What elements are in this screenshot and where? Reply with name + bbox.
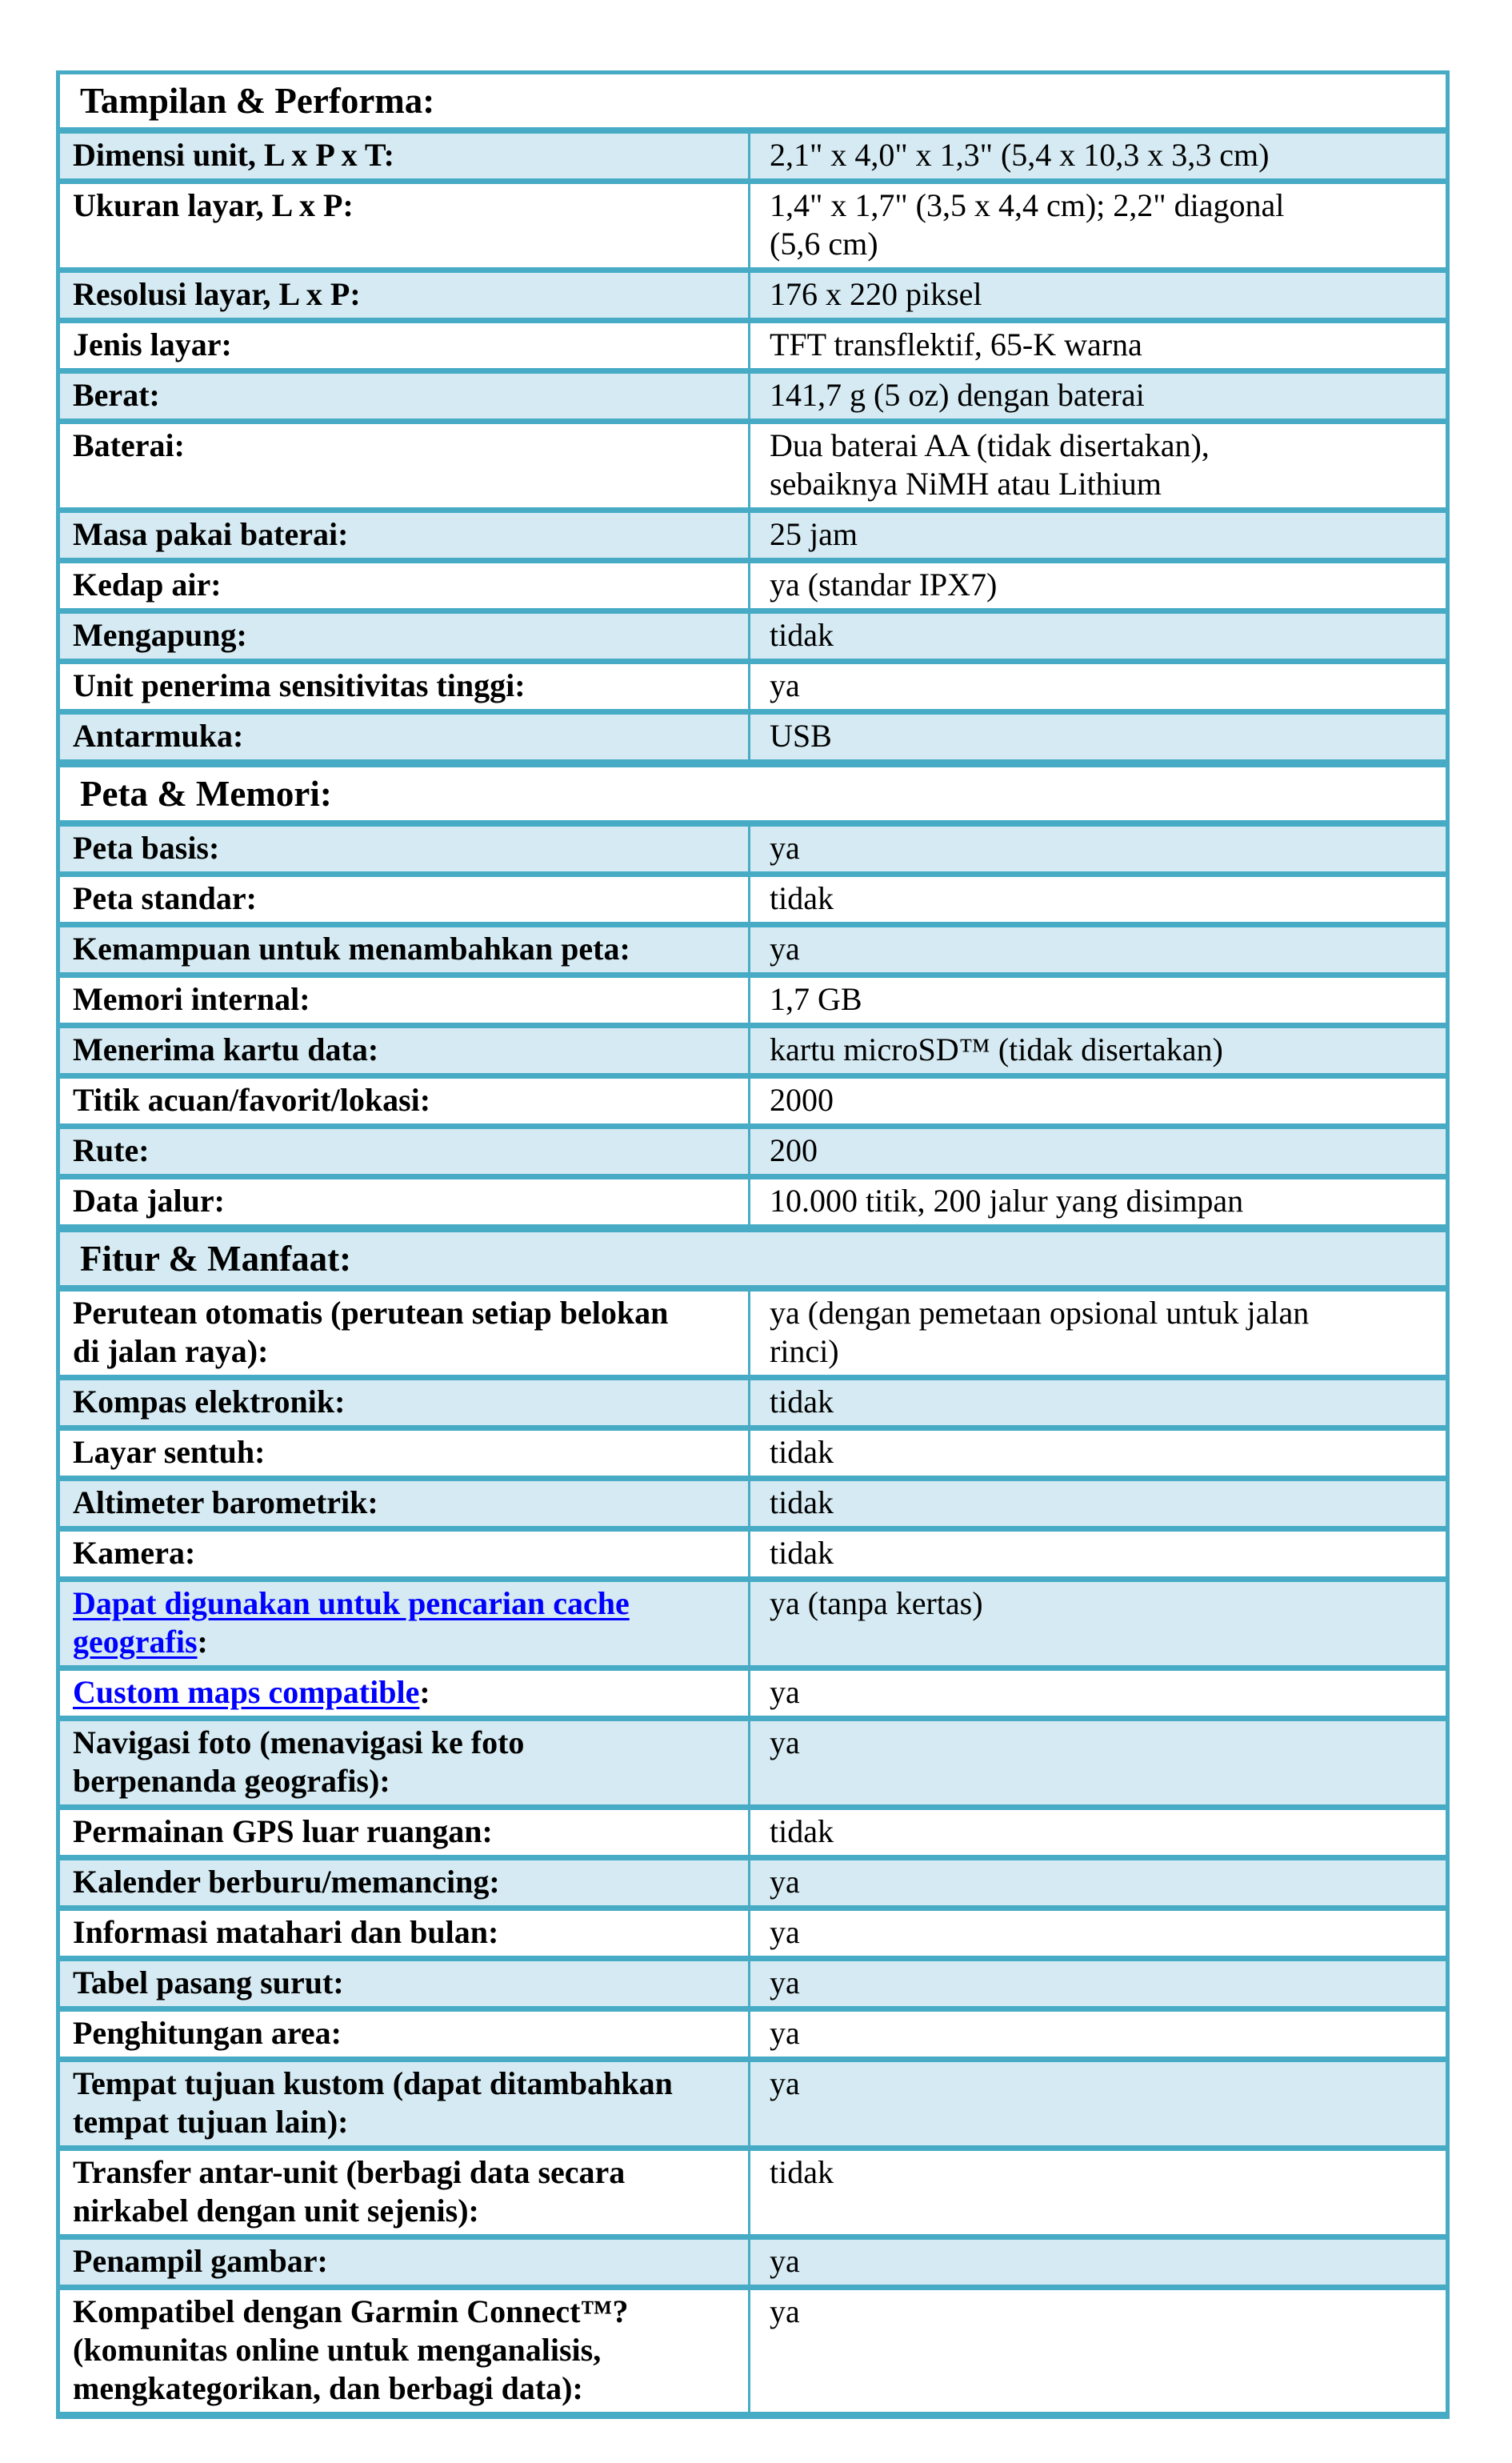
section-header: Tampilan & Performa:: [80, 81, 435, 121]
spec-label: Antarmuka:: [60, 715, 750, 759]
spec-label: Perutean otomatis (perutean setiap belokan di jalan raya):: [60, 1292, 750, 1375]
spec-label: Layar sentuh:: [60, 1431, 750, 1476]
spec-label: Masa pakai baterai:: [60, 513, 750, 558]
spec-label: Rute:: [60, 1129, 750, 1174]
table-row: [60, 1380, 1446, 1431]
spec-value: 1,4" x 1,7" (3,5 x 4,4 cm); 2,2" diagonal (5,6 cm): [770, 187, 1285, 262]
section-header: Peta & Memori:: [80, 774, 332, 814]
table-row: [60, 877, 1446, 927]
spec-label: Kalender berburu/memancing:: [60, 1860, 750, 1905]
spec-value: 176 x 220 piksel: [770, 276, 982, 312]
spec-label: Menerima kartu data:: [60, 1028, 750, 1073]
table-row: [60, 2062, 1446, 2151]
spec-value: tidak: [770, 1535, 834, 1571]
spec-link[interactable]: Custom maps compatible: [73, 1674, 420, 1710]
spec-label: Mengapung:: [60, 614, 750, 659]
table-row: [60, 1532, 1446, 1582]
spec-value: 10.000 titik, 200 jalur yang disimpan: [770, 1183, 1244, 1219]
spec-value: ya: [770, 1964, 800, 2000]
spec-table: [56, 70, 1450, 2419]
section-header-row: [60, 765, 1446, 827]
spec-value: tidak: [770, 1813, 834, 1849]
spec-value: ya: [770, 1864, 800, 1900]
table-row: [60, 134, 1446, 184]
spec-label: Penampil gambar:: [60, 2240, 750, 2285]
table-row: [60, 2012, 1446, 2062]
spec-value: tidak: [770, 1434, 834, 1470]
table-row: [60, 1810, 1446, 1860]
spec-label: Berat:: [60, 374, 750, 419]
spec-value: tidak: [770, 880, 834, 916]
spec-value: USB: [770, 718, 832, 754]
spec-value: ya: [770, 830, 800, 866]
table-row: [60, 323, 1446, 374]
spec-label: Tabel pasang surut:: [60, 1961, 750, 2006]
spec-label: Peta standar:: [60, 877, 750, 922]
table-row: [60, 927, 1446, 978]
table-row: [60, 1860, 1446, 1911]
spec-value: ya: [770, 931, 800, 967]
spec-label: Titik acuan/favorit/lokasi:: [60, 1079, 750, 1123]
spec-value: 200: [770, 1132, 818, 1168]
spec-value: 2,1" x 4,0" x 1,3" (5,4 x 10,3 x 3,3 cm): [770, 137, 1270, 173]
table-row: [60, 664, 1446, 715]
spec-value: ya: [770, 2293, 800, 2329]
spec-label: Transfer antar-unit (berbagi data secara nirkabel dengan unit sejenis):: [60, 2151, 750, 2234]
table-row: [60, 184, 1446, 273]
table-row: [60, 1079, 1446, 1129]
spec-label: Altimeter barometrik:: [60, 1481, 750, 1526]
table-row: [60, 1582, 1446, 1671]
table-row: [60, 563, 1446, 614]
table-row: [60, 273, 1446, 323]
table-row: [60, 1431, 1446, 1481]
spec-label: Baterai:: [60, 424, 750, 507]
spec-label: Tempat tujuan kustom (dapat ditambahkan tempat tujuan lain):: [60, 2062, 750, 2145]
table-row: [60, 1961, 1446, 2012]
spec-value: 2000: [770, 1082, 834, 1118]
table-row: [60, 424, 1446, 513]
spec-label: Resolusi layar, L x P:: [60, 273, 750, 318]
section-header-row: [60, 74, 1446, 134]
spec-label: Informasi matahari dan bulan:: [60, 1911, 750, 1956]
spec-value: ya: [770, 2243, 800, 2279]
table-row: [60, 1292, 1446, 1380]
spec-link[interactable]: Dapat digunakan untuk pencarian cache geografis: [73, 1585, 630, 1660]
table-row: [60, 1721, 1446, 1810]
spec-value: ya (dengan pemetaan opsional untuk jalan rinci): [770, 1295, 1310, 1369]
spec-label: [60, 1582, 750, 1665]
table-row: [60, 1481, 1446, 1532]
spec-value: ya (standar IPX7): [770, 567, 998, 603]
spec-value: ya: [770, 1914, 800, 1950]
spec-label: Dimensi unit, L x P x T:: [60, 134, 750, 178]
table-row: [60, 2151, 1446, 2240]
spec-label: Kompas elektronik:: [60, 1380, 750, 1425]
spec-value: kartu microSD™ (tidak disertakan): [770, 1031, 1223, 1067]
spec-label: Permainan GPS luar ruangan:: [60, 1810, 750, 1855]
spec-value: tidak: [770, 617, 834, 653]
spec-label: Peta basis:: [60, 827, 750, 871]
spec-value: ya: [770, 2015, 800, 2051]
spec-label: Kedap air:: [60, 563, 750, 608]
table-row: [60, 978, 1446, 1028]
table-row: [60, 374, 1446, 424]
table-row: [60, 614, 1446, 664]
table-row: [60, 2240, 1446, 2290]
spec-value: ya: [770, 667, 800, 703]
spec-label: [60, 1671, 750, 1716]
table-row: [60, 1911, 1446, 1961]
table-row: [60, 2290, 1446, 2412]
section-header-row: [60, 1230, 1446, 1292]
table-row: [60, 513, 1446, 563]
spec-value: ya: [770, 1674, 800, 1710]
spec-value: tidak: [770, 1484, 834, 1520]
spec-label: Kemampuan untuk menambahkan peta:: [60, 927, 750, 972]
spec-value: tidak: [770, 2154, 834, 2190]
table-row: [60, 1129, 1446, 1179]
spec-value: ya: [770, 1724, 800, 1760]
spec-value: tidak: [770, 1384, 834, 1420]
section-header: Fitur & Manfaat:: [80, 1239, 352, 1279]
spec-value: 141,7 g (5 oz) dengan baterai: [770, 377, 1145, 413]
spec-label: Data jalur:: [60, 1179, 750, 1224]
spec-label: Ukuran layar, L x P:: [60, 184, 750, 267]
spec-value: ya (tanpa kertas): [770, 1585, 983, 1621]
spec-value: 25 jam: [770, 516, 858, 552]
spec-label: Unit penerima sensitivitas tinggi:: [60, 664, 750, 709]
spec-label: Jenis layar:: [60, 323, 750, 368]
spec-value: ya: [770, 2065, 800, 2101]
spec-label: Navigasi foto (menavigasi ke foto berpenanda geografis):: [60, 1721, 750, 1804]
spec-label: Penghitungan area:: [60, 2012, 750, 2057]
spec-value: TFT transflektif, 65-K warna: [770, 326, 1142, 362]
spec-label: Kamera:: [60, 1532, 750, 1576]
table-row: [60, 715, 1446, 765]
spec-value: Dua baterai AA (tidak disertakan), sebaiknya NiMH atau Lithium: [770, 427, 1210, 502]
label-colon: :: [419, 1674, 430, 1710]
table-row: [60, 1028, 1446, 1079]
table-row: [60, 827, 1446, 877]
spec-value: 1,7 GB: [770, 981, 862, 1017]
spec-label: Memori internal:: [60, 978, 750, 1023]
table-row: [60, 1671, 1446, 1721]
spec-label: Kompatibel dengan Garmin Connect™?(komunitas online untuk menganalisis, mengkategorikan, dan berbagi data):: [60, 2290, 750, 2412]
table-row: [60, 1179, 1446, 1230]
label-colon: :: [197, 1624, 208, 1660]
